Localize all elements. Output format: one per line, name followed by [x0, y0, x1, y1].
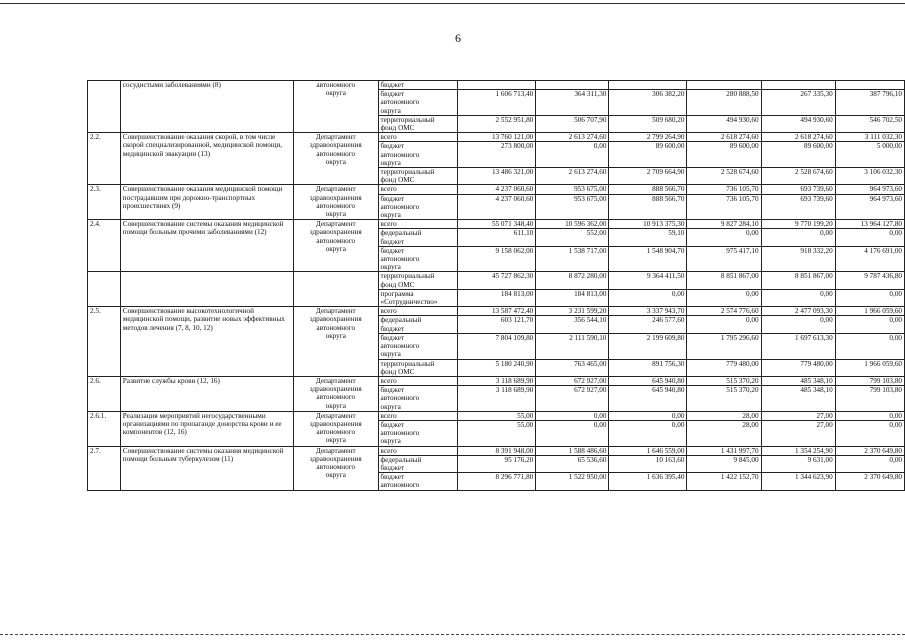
amount-cell: 9 770 199,20	[761, 220, 835, 229]
amount-cell: 0,00	[536, 142, 609, 168]
amount-cell: 55,00	[458, 420, 536, 446]
amount-cell: 1 697 613,30	[761, 333, 835, 359]
funding-source: бюджет автономного округа	[378, 194, 458, 220]
amount-cell: 494 930,60	[761, 115, 835, 132]
responsible-department: Департамент здравоохранения автономного округа	[294, 376, 379, 411]
item-number: 2.6.	[88, 376, 121, 411]
table-row	[88, 376, 905, 385]
amount-cell: 387 796,10	[835, 90, 904, 116]
amount-cell: 494 930,60	[687, 115, 761, 132]
amount-cell: 65 536,60	[536, 455, 609, 472]
item-number	[88, 272, 121, 307]
amount-cell: 485 348,10	[761, 376, 835, 385]
amount-cell: 953 675,00	[536, 194, 609, 220]
amount-cell: 891 756,30	[609, 359, 687, 376]
amount-cell: 7 804 109,80	[458, 333, 536, 359]
responsible-department: Департамент здравоохранения автономного округа	[294, 133, 379, 185]
responsible-department: Департамент здравоохранения автономного округа	[294, 185, 379, 220]
amount-cell: 356 544,10	[536, 316, 609, 333]
funding-source: территориальный фонд ОМС	[378, 359, 458, 376]
amount-cell: 184 813,00	[536, 289, 609, 306]
amount-cell: 27,00	[761, 411, 835, 420]
funding-source: всего	[378, 133, 458, 142]
amount-cell: 2 370 649,80	[835, 446, 904, 455]
amount-cell: 964 973,60	[835, 194, 904, 220]
funding-source: бюджет автономного округа	[378, 333, 458, 359]
amount-cell	[761, 81, 835, 90]
amount-cell: 515 370,20	[687, 386, 761, 412]
amount-cell: 888 566,70	[609, 185, 687, 194]
amount-cell: 28,00	[687, 411, 761, 420]
amount-cell: 2 618 274,60	[687, 133, 761, 142]
amount-cell: 0,00	[687, 289, 761, 306]
table-row	[88, 81, 905, 90]
amount-cell: 27,00	[761, 420, 835, 446]
amount-cell: 3 231 599,20	[536, 307, 609, 316]
amount-cell: 89 600,00	[761, 142, 835, 168]
amount-cell: 964 973,60	[835, 185, 904, 194]
amount-cell: 2 799 264,90	[609, 133, 687, 142]
amount-cell: 28,00	[687, 420, 761, 446]
amount-cell: 779 480,00	[687, 359, 761, 376]
amount-cell: 0,00	[761, 229, 835, 246]
table-row	[88, 220, 905, 229]
amount-cell: 1 354 254,90	[761, 446, 835, 455]
amount-cell: 246 577,60	[609, 316, 687, 333]
amount-cell: 1 538 717,00	[536, 246, 609, 272]
table-row	[88, 307, 905, 316]
amount-cell	[458, 81, 536, 90]
funding-source: территориальный фонд ОМС	[378, 115, 458, 132]
amount-cell: 693 739,60	[761, 194, 835, 220]
amount-cell: 0,00	[835, 455, 904, 472]
amount-cell: 509 680,20	[609, 115, 687, 132]
funding-source: территориальный фонд ОМС	[378, 272, 458, 289]
amount-cell: 0,00	[835, 411, 904, 420]
responsible-department	[294, 272, 379, 307]
amount-cell: 1 344 623,90	[761, 473, 835, 490]
amount-cell: 0,00	[835, 333, 904, 359]
item-name: Совершенствование системы оказания медицинской помощи больным прочими заболеваниями (12)	[120, 220, 293, 272]
item-number: 2.4.	[88, 220, 121, 272]
amount-cell: 1 588 486,60	[536, 446, 609, 455]
amount-cell: 8 391 948,00	[458, 446, 536, 455]
amount-cell: 0,00	[761, 316, 835, 333]
amount-cell: 2 528 674,60	[761, 168, 835, 185]
item-name: Развитие службы крови (12, 16)	[120, 376, 293, 411]
amount-cell: 0,00	[536, 420, 609, 446]
amount-cell: 1 966 059,60	[835, 307, 904, 316]
amount-cell: 888 566,70	[609, 194, 687, 220]
amount-cell: 3 118 689,90	[458, 386, 536, 412]
item-number	[88, 81, 121, 133]
amount-cell: 0,00	[835, 229, 904, 246]
funding-source: всего	[378, 185, 458, 194]
item-number: 2.5.	[88, 307, 121, 377]
amount-cell: 2 111 590,10	[536, 333, 609, 359]
responsible-department: Департамент здравоохранения автономного округа	[294, 307, 379, 377]
item-name: Совершенствование оказания медицинской помощи пострадавшим при дорожно-транспортных происшествиях (9)	[120, 185, 293, 220]
amount-cell: 306 382,20	[609, 90, 687, 116]
top-rule	[0, 3, 905, 4]
table-row	[88, 133, 905, 142]
amount-cell: 45 727 862,30	[458, 272, 536, 289]
amount-cell: 693 739,60	[761, 185, 835, 194]
amount-cell: 2 370 649,80	[835, 473, 904, 490]
amount-cell: 799 103,80	[835, 386, 904, 412]
amount-cell: 8 851 867,00	[687, 272, 761, 289]
amount-cell: 975 417,10	[687, 246, 761, 272]
amount-cell: 3 337 943,70	[609, 307, 687, 316]
amount-cell: 672 927,00	[536, 386, 609, 412]
amount-cell: 0,00	[835, 289, 904, 306]
amount-cell: 645 940,80	[609, 376, 687, 385]
amount-cell: 0,00	[687, 316, 761, 333]
amount-cell: 1 646 559,00	[609, 446, 687, 455]
amount-cell: 2 618 274,60	[761, 133, 835, 142]
amount-cell: 1 966 059,60	[835, 359, 904, 376]
funding-source: бюджет автономного	[378, 473, 458, 490]
amount-cell: 2 477 093,30	[761, 307, 835, 316]
item-name: Реализация мероприятий негосударственными организациями по пропаганде донорства крови и ее компонентов (12, 16)	[120, 411, 293, 446]
amount-cell: 4 176 691,00	[835, 246, 904, 272]
amount-cell	[835, 81, 904, 90]
amount-cell: 10 163,60	[609, 455, 687, 472]
responsible-department: автономного округа	[294, 81, 379, 133]
amount-cell: 13 587 472,40	[458, 307, 536, 316]
item-name	[120, 272, 293, 307]
amount-cell: 645 940,80	[609, 386, 687, 412]
funding-source: федеральный бюджет	[378, 455, 458, 472]
amount-cell: 736 105,70	[687, 185, 761, 194]
amount-cell: 0,00	[536, 411, 609, 420]
budget-table	[87, 80, 905, 491]
amount-cell: 89 600,00	[609, 142, 687, 168]
funding-source: бюджет автономного округа	[378, 90, 458, 116]
funding-source: федеральный бюджет	[378, 316, 458, 333]
amount-cell: 9 845,00	[687, 455, 761, 472]
amount-cell: 5 180 240,90	[458, 359, 536, 376]
amount-cell: 5 000,00	[835, 142, 904, 168]
amount-cell: 736 105,70	[687, 194, 761, 220]
amount-cell: 1 548 904,70	[609, 246, 687, 272]
item-number: 2.6.1.	[88, 411, 121, 446]
funding-source: всего	[378, 220, 458, 229]
funding-source: бюджет автономного округа	[378, 246, 458, 272]
amount-cell: 2 613 274,60	[536, 133, 609, 142]
amount-cell: 89 600,00	[687, 142, 761, 168]
item-number: 2.2.	[88, 133, 121, 185]
amount-cell: 9 158 062,00	[458, 246, 536, 272]
amount-cell: 55 071 348,40	[458, 220, 536, 229]
amount-cell: 9 364 411,50	[609, 272, 687, 289]
amount-cell: 1 431 997,70	[687, 446, 761, 455]
table-body	[88, 81, 905, 491]
amount-cell: 3 111 032,30	[835, 133, 904, 142]
amount-cell: 1 606 713,40	[458, 90, 536, 116]
table-row	[88, 272, 905, 289]
amount-cell: 603 121,70	[458, 316, 536, 333]
bottom-rule	[0, 634, 905, 635]
amount-cell: 8 872 280,00	[536, 272, 609, 289]
funding-source: территориальный фонд ОМС	[378, 168, 458, 185]
table-row	[88, 446, 905, 455]
funding-source: программа «Сотрудничество»	[378, 289, 458, 306]
item-number: 2.3.	[88, 185, 121, 220]
amount-cell: 763 465,00	[536, 359, 609, 376]
page-number: 6	[455, 31, 461, 45]
funding-source: бюджет автономного округа	[378, 386, 458, 412]
amount-cell: 95 176,20	[458, 455, 536, 472]
amount-cell: 515 370,20	[687, 376, 761, 385]
item-name: Совершенствование оказания скорой, в том числе скорой специализированной, медицинской помощи, медицинской эвакуации (13)	[120, 133, 293, 185]
amount-cell: 364 311,30	[536, 90, 609, 116]
funding-source: всего	[378, 446, 458, 455]
item-number: 2.7.	[88, 446, 121, 490]
funding-source: федеральный бюджет	[378, 229, 458, 246]
funding-source: всего	[378, 376, 458, 385]
amount-cell: 0,00	[687, 229, 761, 246]
amount-cell: 953 675,00	[536, 185, 609, 194]
amount-cell: 4 237 060,60	[458, 194, 536, 220]
amount-cell: 506 707,90	[536, 115, 609, 132]
amount-cell: 1 636 395,40	[609, 473, 687, 490]
amount-cell	[687, 81, 761, 90]
amount-cell: 672 927,00	[536, 376, 609, 385]
amount-cell: 10 596 362,00	[536, 220, 609, 229]
amount-cell: 59,10	[609, 229, 687, 246]
amount-cell: 10 913 375,30	[609, 220, 687, 229]
amount-cell: 267 335,30	[761, 90, 835, 116]
amount-cell: 9 631,00	[761, 455, 835, 472]
responsible-department: Департамент здравоохранения автономного округа	[294, 220, 379, 272]
amount-cell: 546 702,50	[835, 115, 904, 132]
amount-cell: 2 574 776,60	[687, 307, 761, 316]
amount-cell: 779 480,00	[761, 359, 835, 376]
amount-cell: 8 851 867,00	[761, 272, 835, 289]
amount-cell: 184 813,00	[458, 289, 536, 306]
item-name: Совершенствование системы оказания медицинской помощи больным туберкулезом (11)	[120, 446, 293, 490]
amount-cell: 8 296 771,80	[458, 473, 536, 490]
amount-cell	[536, 81, 609, 90]
amount-cell: 13 486 321,00	[458, 168, 536, 185]
amount-cell: 918 332,20	[761, 246, 835, 272]
amount-cell: 0,00	[609, 420, 687, 446]
table-row	[88, 411, 905, 420]
amount-cell: 2 528 674,60	[687, 168, 761, 185]
amount-cell: 2 552 951,80	[458, 115, 536, 132]
responsible-department: Департамент здравоохранения автономного округа	[294, 411, 379, 446]
item-name: Совершенствование высокотехнологичной медицинской помощи, развитие новых эффективных методов лечения (7, 8, 10, 12)	[120, 307, 293, 377]
amount-cell: 9 827 284,10	[687, 220, 761, 229]
funding-source: всего	[378, 307, 458, 316]
funding-source: бюджет	[378, 81, 458, 90]
amount-cell: 0,00	[761, 289, 835, 306]
amount-cell: 13 964 127,80	[835, 220, 904, 229]
item-name: сосудистыми заболеваниями (8)	[120, 81, 293, 133]
amount-cell: 13 760 121,00	[458, 133, 536, 142]
amount-cell: 55,00	[458, 411, 536, 420]
amount-cell: 1 422 152,70	[687, 473, 761, 490]
amount-cell: 2 199 609,80	[609, 333, 687, 359]
amount-cell: 2 613 274,60	[536, 168, 609, 185]
amount-cell: 3 118 689,90	[458, 376, 536, 385]
funding-source: всего	[378, 411, 458, 420]
amount-cell: 0,00	[835, 316, 904, 333]
amount-cell: 1 522 950,00	[536, 473, 609, 490]
amount-cell: 1 795 296,60	[687, 333, 761, 359]
amount-cell: 0,00	[609, 411, 687, 420]
amount-cell: 9 787 436,80	[835, 272, 904, 289]
amount-cell: 4 237 060,60	[458, 185, 536, 194]
amount-cell: 552,00	[536, 229, 609, 246]
amount-cell: 799 103,80	[835, 376, 904, 385]
amount-cell: 0,00	[609, 289, 687, 306]
amount-cell	[609, 81, 687, 90]
amount-cell: 0,00	[835, 420, 904, 446]
responsible-department: Департамент здравоохранения автономного округа	[294, 446, 379, 490]
funding-source: бюджет автономного округа	[378, 142, 458, 168]
amount-cell: 280 888,50	[687, 90, 761, 116]
amount-cell: 273 800,00	[458, 142, 536, 168]
amount-cell: 2 709 664,90	[609, 168, 687, 185]
amount-cell: 485 348,10	[761, 386, 835, 412]
amount-cell: 3 106 032,30	[835, 168, 904, 185]
table-row	[88, 185, 905, 194]
amount-cell: 611,10	[458, 229, 536, 246]
funding-source: бюджет автономного округа	[378, 420, 458, 446]
